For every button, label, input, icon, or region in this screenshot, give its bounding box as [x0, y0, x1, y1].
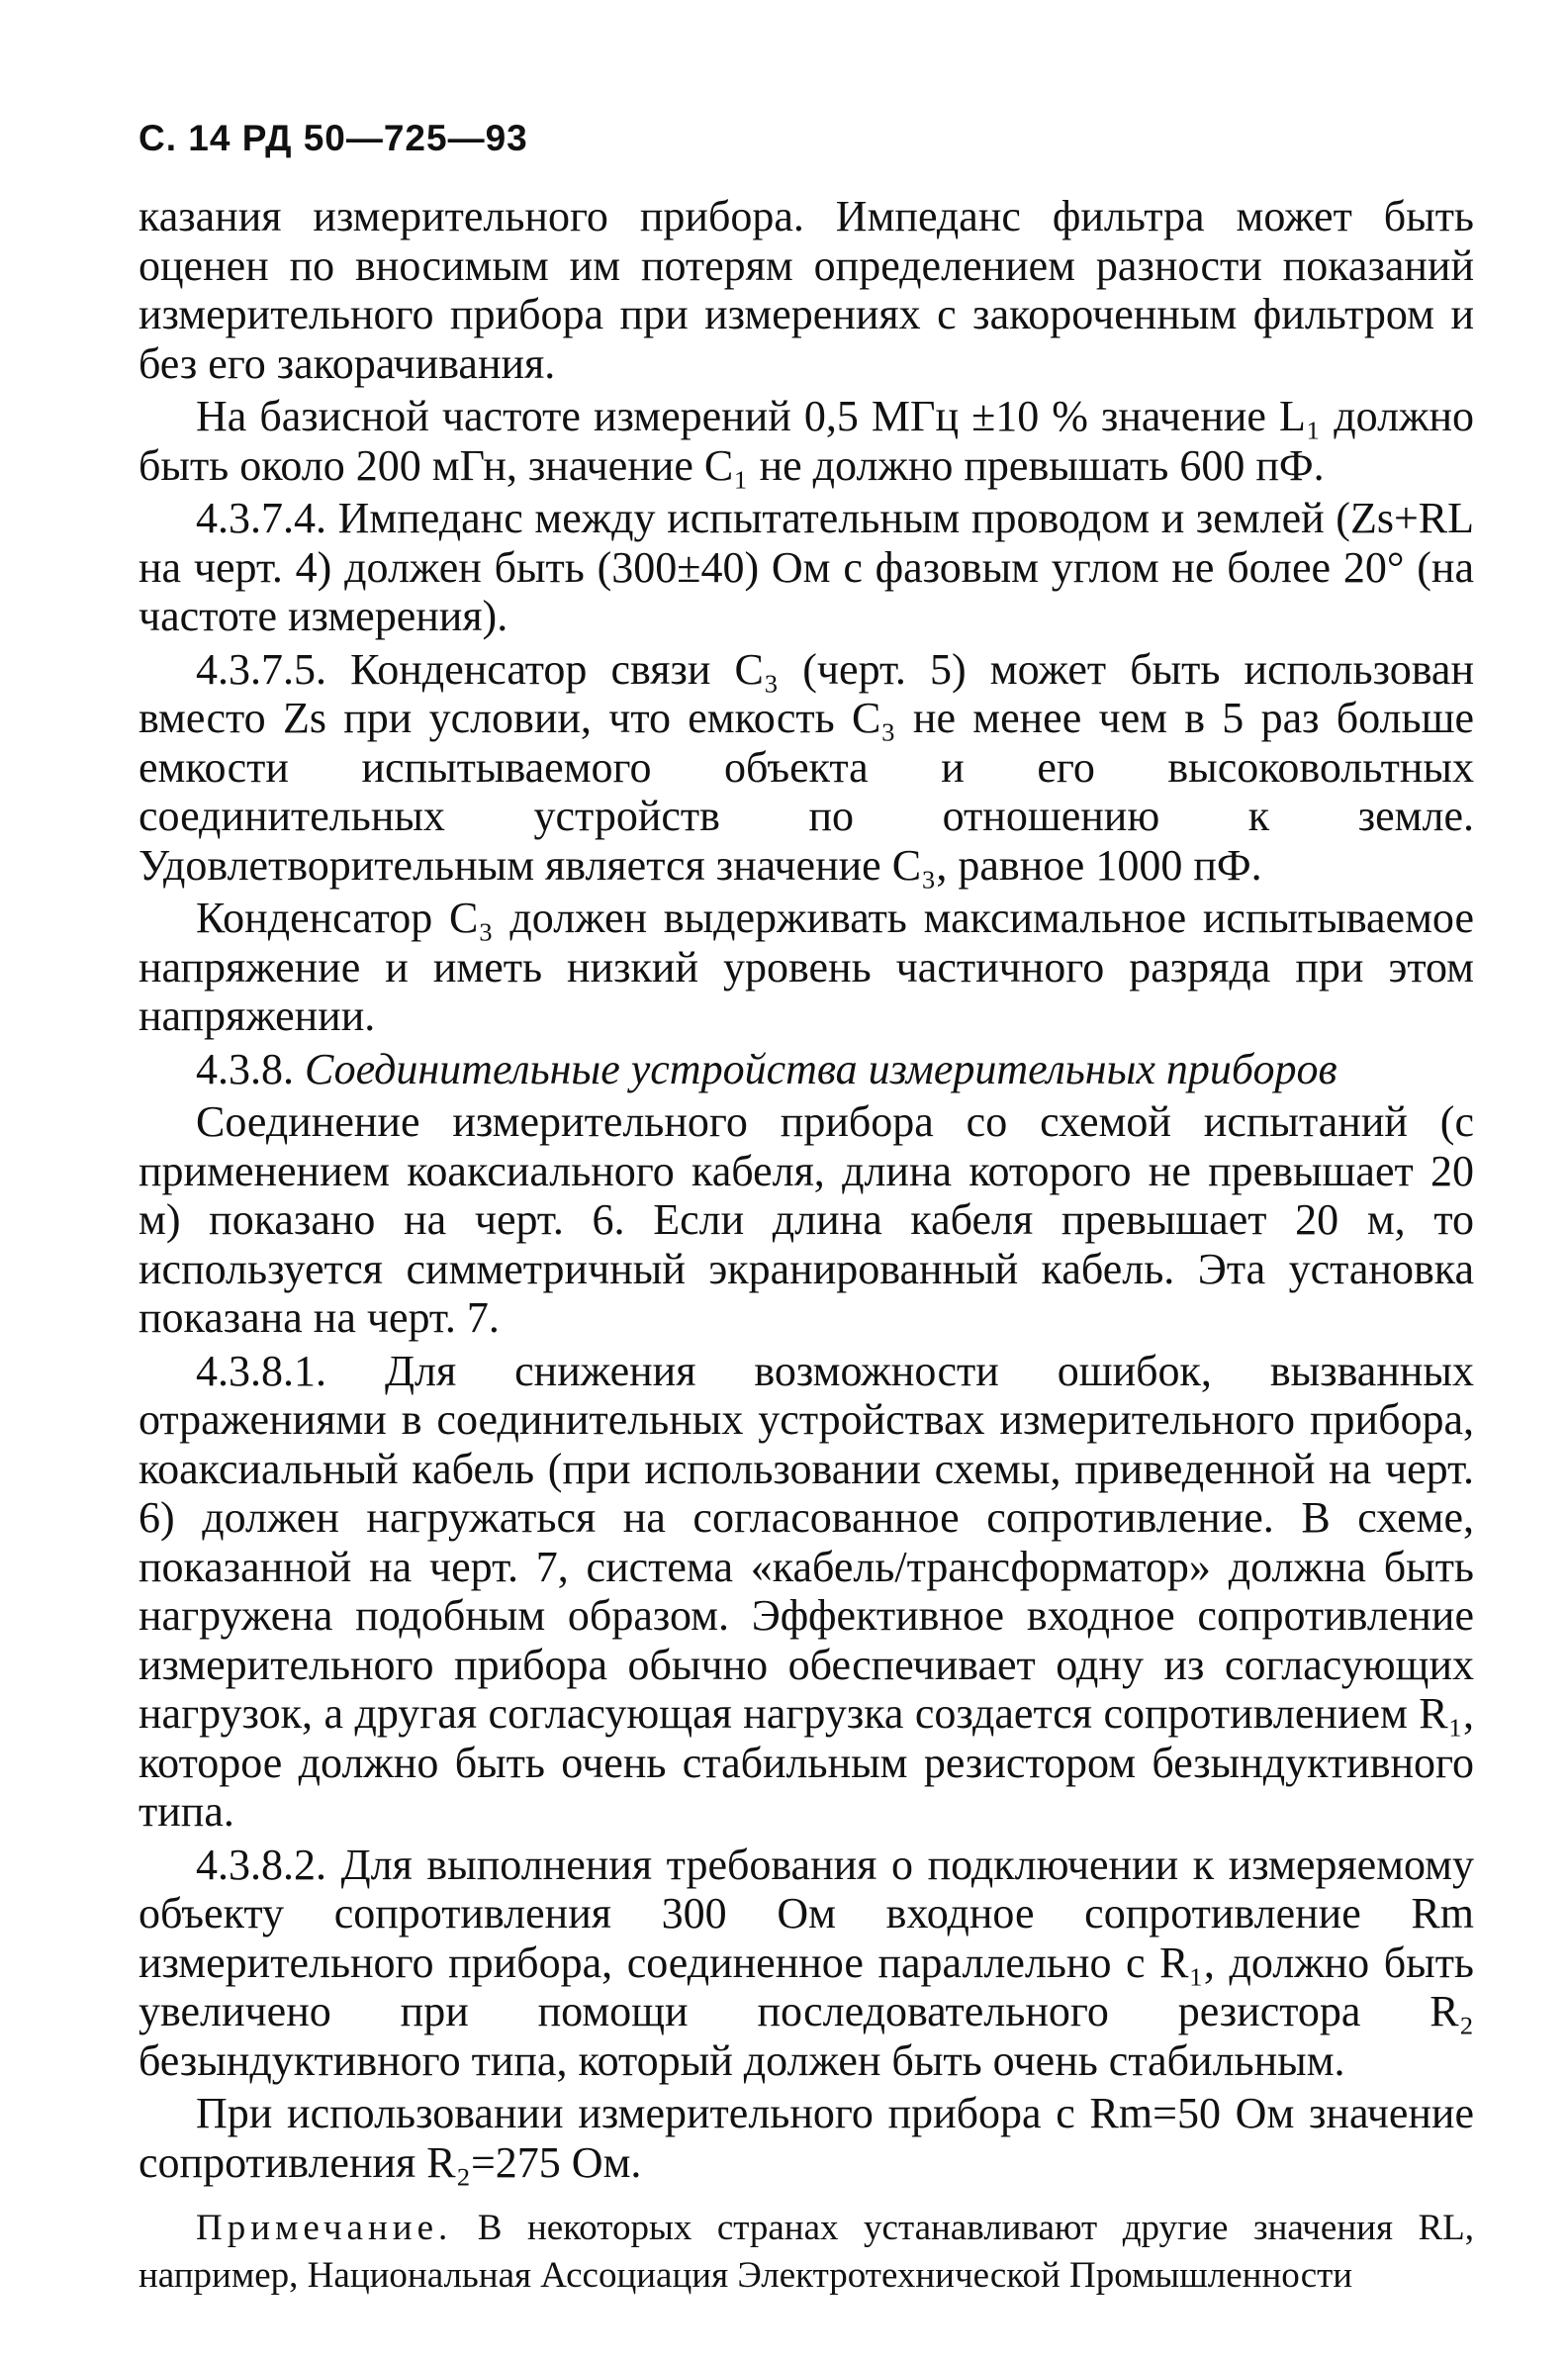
section-number: 4.3.8. — [196, 1044, 294, 1093]
paragraph-connection: Соединение измерительного прибора со схемой испытаний (с применением коаксиального кабеля, длина которого не превышает 20 м) показано на черт. 6. Если длина кабеля превышает 20 м, то используется симметричный экранированный кабель. Эта установка показана на черт. 7. — [138, 1097, 1474, 1342]
paragraph-4-3-8-2: 4.3.8.2. Для выполнения требования о подключении к измеряемому объекту сопротивления 300 Ом входное сопротивление Rm измерительного прибора, соединенное параллельно с R₁, должно быть увеличено при помощи последовательного резистора R₂ безындуктивного типа, который должен быть очень стабильным. — [138, 1840, 1474, 2085]
note-label: Примечание. — [196, 2208, 453, 2248]
note-text: В некоторых странах устанавливают другие значения RL, например, Национальная Ассоциация Электротехнической Промышленности — [138, 2208, 1474, 2296]
note — [138, 2205, 1474, 2300]
paragraph-4-3-8-1: 4.3.8.1. Для снижения возможности ошибок, вызванных отражениями в соединительных устройствах измерительного прибора, коаксиальный кабель (при использовании схемы, приведенной на черт. 6) должен нагружаться на согласованное сопротивление. В схеме, показанной на черт. 7, система «кабель/трансформатор» должна быть нагружена подобным образом. Эффективное входное сопротивление измерительного прибора обычно обеспечивает одну из согласующих нагрузок, а другая согласующая нагрузка создается сопротивлением R₁, которое должно быть очень стабильным резистором безындуктивного типа. — [138, 1346, 1474, 1836]
paragraph-rm-value: При использовании измерительного прибора с Rm=50 Ом значение сопротивления R₂=275 Ом. — [138, 2089, 1474, 2187]
paragraph-4-3-7-5: 4.3.7.5. Конденсатор связи C₃ (черт. 5) может быть использован вместо Zs при условии, что емкость C₃ не менее чем в 5 раз больше емкости испытываемого объекта и его высоковольтных соединительных устройств по отношению к земле. Удовлетворительным является значение C₃, равное 1000 пФ. — [138, 644, 1474, 890]
section-title: Соединительные устройства измерительных приборов — [305, 1044, 1337, 1093]
paragraph-continuation: казания измерительного прибора. Импеданс фильтра может быть оценен по вносимым им потерям определением разности показаний измерительного прибора при измерениях с закороченным фильтром и без его закорачивания. — [138, 192, 1474, 388]
section-heading-4-3-8 — [138, 1045, 1474, 1094]
document-page — [138, 117, 1474, 2300]
paragraph-4-3-7-4: 4.3.7.4. Импеданс между испытательным проводом и землей (Zs+RL на черт. 4) должен быть (300±40) Ом с фазовым углом не более 20° (на частоте измерения). — [138, 494, 1474, 640]
paragraph-capacitor-c3: Конденсатор C₃ должен выдерживать максимальное испытываемое напряжение и иметь низкий уровень частичного разряда при этом напряжении. — [138, 894, 1474, 1040]
page-header: С. 14 РД 50—725—93 — [138, 118, 528, 158]
paragraph-base-frequency: На базисной частоте измерений 0,5 МГц ±10 % значение L₁ должно быть около 200 мГн, значение C₁ не должно превышать 600 пФ. — [138, 392, 1474, 490]
